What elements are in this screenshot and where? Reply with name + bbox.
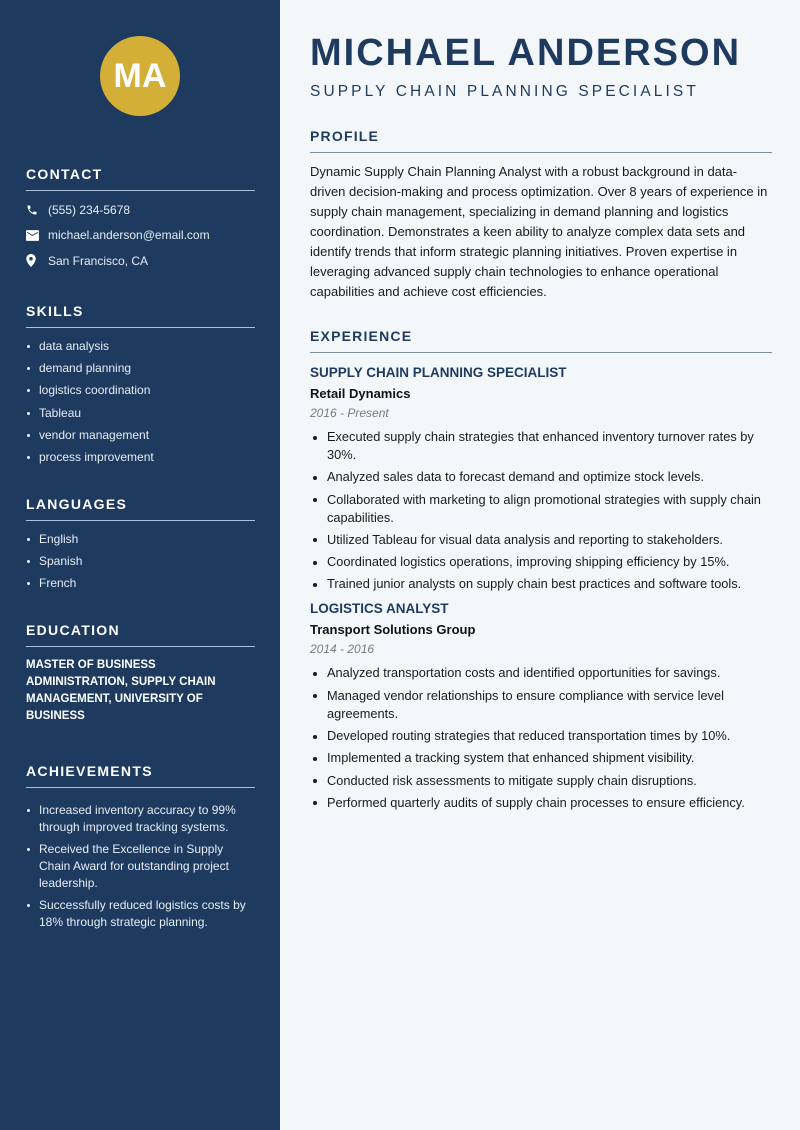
skills-section <box>26 303 255 471</box>
profile-section <box>310 128 772 302</box>
job-bullet: Collaborated with marketing to align promotional strategies with supply chain capabilities. <box>310 491 772 527</box>
skills-heading: SKILLS <box>26 303 255 328</box>
languages-list <box>26 531 255 592</box>
job-title: SUPPLY CHAIN PLANNING SPECIALIST <box>310 365 567 380</box>
education-heading: EDUCATION <box>26 622 255 647</box>
job-title: LOGISTICS ANALYST <box>310 601 449 617</box>
experience-section <box>310 328 772 816</box>
candidate-title: SUPPLY CHAIN PLANNING SPECIALIST <box>310 83 699 100</box>
job-bullet: Executed supply chain strategies that enhanced inventory turnover rates by 30%. <box>310 428 772 464</box>
achievements-list <box>26 802 255 931</box>
profile-heading: PROFILE <box>310 128 772 153</box>
job-dates: 2016 - Present <box>310 406 389 420</box>
location-text: San Francisco, CA <box>48 253 149 268</box>
skill-item: logistics coordination <box>26 382 255 399</box>
job-dates: 2014 - 2016 <box>310 642 375 657</box>
achievement-item: Successfully reduced logistics costs by 18% through strategic planning. <box>26 897 255 931</box>
achievements-section <box>26 763 255 937</box>
skill-item: process improvement <box>26 449 255 466</box>
company-name: Retail Dynamics <box>310 386 411 401</box>
phone-icon <box>26 204 48 216</box>
achievement-item: Received the Excellence in Supply Chain Award for outstanding project leadership. <box>26 841 255 892</box>
skill-item: Tableau <box>26 405 255 422</box>
contact-heading: CONTACT <box>26 166 255 191</box>
contact-location <box>26 252 255 269</box>
achievement-item: Increased inventory accuracy to 99% through improved tracking systems. <box>26 802 255 836</box>
achievements-heading: ACHIEVEMENTS <box>26 763 255 788</box>
job-bullet: Coordinated logistics operations, improving shipping efficiency by 15%. <box>310 553 772 571</box>
job-bullet: Utilized Tableau for visual data analysis and reporting to stakeholders. <box>310 531 772 549</box>
experience-heading: EXPERIENCE <box>310 328 772 353</box>
skill-item: data analysis <box>26 338 255 355</box>
job-bullets <box>310 664 772 811</box>
email-icon <box>26 230 48 241</box>
job-bullets <box>310 428 772 593</box>
languages-section <box>26 496 255 598</box>
job-bullet: Analyzed sales data to forecast demand and optimize stock levels. <box>310 468 772 486</box>
languages-heading: LANGUAGES <box>26 496 255 521</box>
job-entry <box>310 601 772 811</box>
education-section <box>26 622 255 725</box>
job-bullet: Conducted risk assessments to mitigate supply chain disruptions. <box>310 772 772 790</box>
contact-email <box>26 227 255 244</box>
location-pin-icon <box>26 254 48 267</box>
job-bullet: Implemented a tracking system that enhanced shipment visibility. <box>310 749 772 767</box>
contact-section <box>26 166 255 278</box>
education-degree: MASTER OF BUSINESS ADMINISTRATION, SUPPLY CHAIN MANAGEMENT, UNIVERSITY OF BUSINESS <box>26 659 216 722</box>
job-bullet: Managed vendor relationships to ensure compliance with service level agreements. <box>310 687 772 723</box>
phone-text: (555) 234-5678 <box>48 202 131 217</box>
job-bullet: Performed quarterly audits of supply chain processes to ensure efficiency. <box>310 794 772 812</box>
candidate-name: MICHAEL ANDERSON <box>310 32 742 74</box>
contact-phone <box>26 201 255 218</box>
skill-item: demand planning <box>26 360 255 377</box>
profile-text: Dynamic Supply Chain Planning Analyst with a robust background in data-driven decision-making and process optimization. Over 8 years of experience in supply chain management, specializing in demand planning and logistics coordination. Demonstrates a keen ability to analyze complex data sets and identify trends that inform strategic planning initiatives. Proven expertise in leveraging advanced supply chain technologies to enhance operational capabilities and achieve cost efficiencies. <box>310 164 768 299</box>
email-text[interactable]: michael.anderson@email.com <box>48 228 210 242</box>
language-item: English <box>26 531 255 548</box>
job-bullet: Analyzed transportation costs and identified opportunities for savings. <box>310 664 772 682</box>
language-item: Spanish <box>26 553 255 570</box>
company-name: Transport Solutions Group <box>310 622 476 638</box>
job-bullet: Trained junior analysts on supply chain best practices and software tools. <box>310 575 772 593</box>
language-item: French <box>26 575 255 592</box>
sidebar <box>0 0 280 1130</box>
job-entry <box>310 365 772 593</box>
job-bullet: Developed routing strategies that reduced transportation times by 10%. <box>310 727 772 745</box>
skills-list <box>26 338 255 466</box>
avatar: MA <box>100 36 180 116</box>
skill-item: vendor management <box>26 427 255 444</box>
